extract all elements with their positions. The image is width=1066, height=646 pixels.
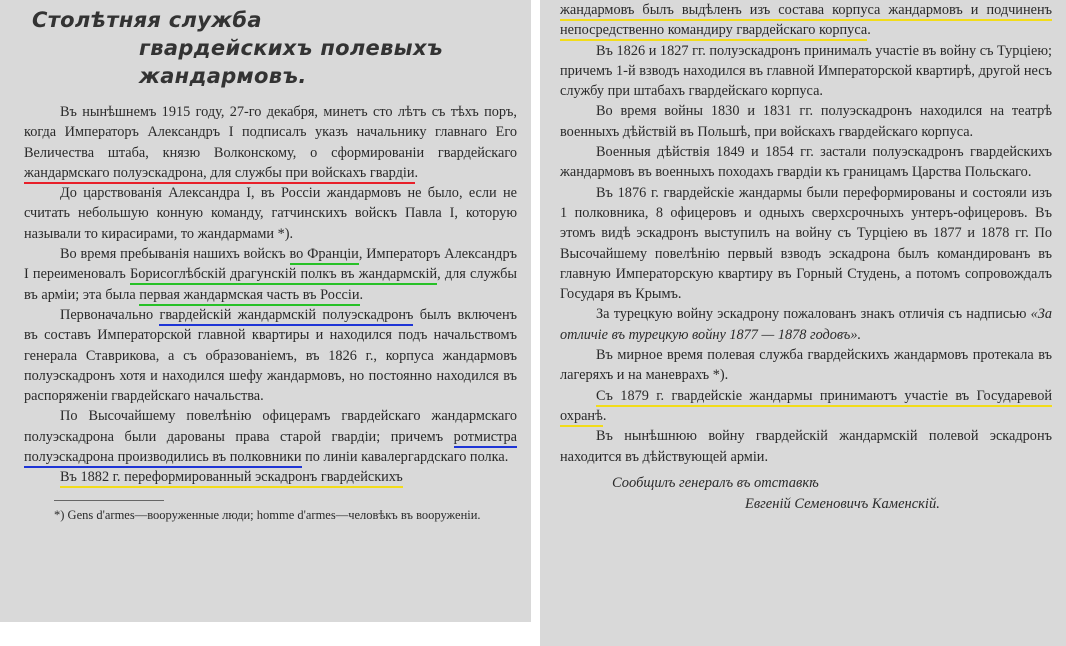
signature-reported-by: Сообщилъ генералъ въ отставкѣ (612, 474, 819, 491)
text: Первоначально (60, 306, 160, 323)
right-page (540, 0, 1066, 646)
paragraph-1879 (560, 386, 1052, 427)
text: За турецкую войну эскадрону пожалованъ знакъ отличія съ надписью (596, 306, 1031, 323)
green-underline-highlight: первая жандармская часть въ Россіи (139, 287, 359, 306)
text: . (602, 407, 607, 424)
paragraph-peacetime: Въ мирное время полевая служба гвардейскихъ жандармовъ протекала въ лагеряхъ и на маневрахъ *). (560, 347, 1052, 384)
article-title-line2: гвардейскихъ полевыхъ жандармовъ. (139, 36, 443, 88)
green-underline-highlight: Борисоглѣбскій драгунскій полкъ въ жандармскій (130, 266, 437, 285)
yellow-underline-highlight: жандармовъ былъ выдѣленъ изъ состава корпуса жандармовъ и подчиненъ непосредственно командиру гвардейскаго корпуса (560, 2, 1052, 41)
paragraph-before-alexander: До царствованія Александра I, въ Россіи жандармовъ не было, если не считать небольшую конную команду, гатчинскихъ войскъ Павла I, которую называли то кирасирами, то жандармами *). (24, 185, 517, 242)
signature-author-name: Евгеній Семеновичъ Каменскій. (745, 495, 940, 512)
left-page (0, 0, 531, 622)
blue-underline-highlight: ротмистра полуэскадрона производились въ полковники (24, 429, 517, 468)
green-underline-highlight: во Франціи (290, 246, 359, 265)
text: . (359, 286, 364, 303)
text: . (414, 164, 419, 181)
yellow-underline-highlight: Въ 1882 г. переформированный эскадронъ гвардейскихъ (60, 469, 403, 488)
red-underline-highlight: жандармскаго полуэскадрона, для службы при войскахъ гвардіи (24, 165, 415, 184)
paragraph-intro (24, 102, 517, 183)
text: По Высочайшему повелѣнію офицерамъ гвардейскаго жандармскаго полуэскадрона были дарованы права старой гвардіи; причемъ (24, 408, 517, 445)
text: Въ нынѣшнемъ 1915 году, 27-го декабря, минетъ сто лѣтъ съ тѣхъ поръ, когда Императоръ Александръ I подписалъ указъ начальнику главнаго Его Величества штаба, князю Волконскому, о сформированіи гвардейскаго (24, 104, 517, 161)
text: по линіи кавалергардскаго полка. (301, 449, 509, 466)
article-title-line1: Столѣтняя служба (32, 8, 262, 32)
footnote-divider (54, 500, 164, 501)
paragraph-award (560, 304, 1052, 345)
paragraph-decree (24, 406, 517, 467)
paragraph-france (24, 244, 517, 305)
footnote: *) Gens d'armes—вооруженные люди; homme d'armes—человѣкъ въ вооруженіи. (54, 507, 481, 522)
yellow-underline-highlight: Съ 1879 г. гвардейскіе жандармы принимаютъ участіе въ Государевой охранѣ (560, 388, 1052, 427)
text: Во время пребыванія нашихъ войскъ (60, 246, 290, 263)
text: , для службы въ арміи; эта была (24, 266, 517, 303)
paragraph-1826: Въ 1826 и 1827 гг. полуэскадронъ принималъ участіе въ войну съ Турціею; причемъ 1-й взводъ находился въ главной Императорской квартирѣ, другой несъ службу при штабахъ гвардейскаго корпуса. (560, 42, 1052, 100)
paragraph-current-war: Въ нынѣшнюю войну гвардейскій жандармскій полевой эскадронъ находится въ дѣйствующей арміи. (560, 428, 1052, 465)
award-inscription: «За отличіе въ турецкую войну 1877 — 1878 годовъ». (560, 306, 1052, 343)
text: . (867, 22, 871, 39)
text: былъ включенъ въ составъ Императорской главной квартиры и находился подъ начальствомъ генерала Ставрикова, а съ образованіемъ, въ 1826 г., корпуса жандармовъ полуэскадронъ хотя и находился шефу жандармовъ, но постоянно находился въ распоряженіи гвардейскаго начальства. (24, 306, 518, 405)
paragraph-1830: Во время войны 1830 и 1831 гг. полуэскадронъ находился на театрѣ военныхъ дѣйствій въ Польшѣ, при войскахъ гвардейскаго корпуса. (560, 103, 1052, 140)
paragraph-originally (24, 305, 517, 406)
paragraph-continuation (560, 0, 1052, 41)
paragraph-1849: Военныя дѣйствія 1849 и 1854 гг. застали полуэскадронъ гвардейскихъ жандармовъ въ военныхъ походахъ гвардіи къ границамъ Царства Польскаго. (560, 144, 1052, 181)
text: , Императоръ Александръ I переименовалъ (24, 246, 517, 283)
paragraph-1876: Въ 1876 г. гвардейскіе жандармы были переформированы и состояли изъ 1 полковника, 8 офицеровъ и одныхъ сверхсрочныхъ унтеръ-офицеровъ. Въ этомъ видѣ эскадронъ выступилъ на войну съ Турціею въ 1877 и 1878 гг. По Высочайшему повелѣнію первый взводъ эскадрона былъ командированъ въ главную Императорскую квартиру въ Горный Студень, а потомъ сопровождалъ Государя въ Крымъ. (560, 184, 1052, 303)
paragraph-1882 (24, 467, 517, 487)
blue-underline-highlight: гвардейскій жандармскій полуэскадронъ (159, 307, 413, 326)
